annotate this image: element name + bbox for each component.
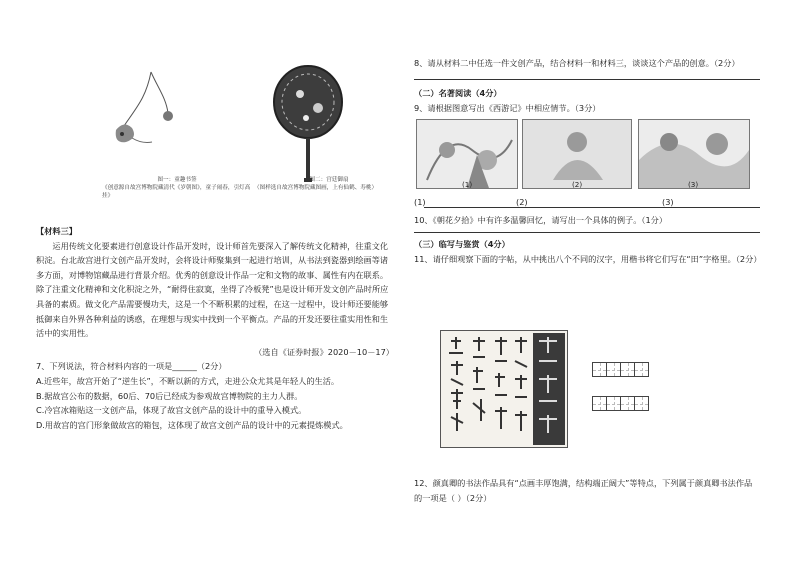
tianzige-cell[interactable]: [592, 362, 607, 377]
q7-option-c: C.冷宫冰箱贴这一文创产品，体现了故宫文创产品的设计中的重导入模式。: [36, 405, 307, 416]
q9-pictures: [414, 115, 760, 195]
q7-option-b: B.据故宫公布的数据，60后、70后已经成为参观故宫博物院的主力人群。: [36, 390, 303, 401]
question-10: 10、《朝花夕拾》中有许多温馨回忆，请写出一个具体的例子。（1分）: [414, 215, 668, 226]
tianzige-cell[interactable]: [634, 396, 649, 411]
q9-blank-3[interactable]: (3): [662, 197, 674, 208]
figure2-caption-title: 图二：宫廷御扇: [309, 177, 349, 183]
section-2-heading: （二）名著阅读（4分）: [414, 87, 502, 98]
material3-label: 【材料三】: [36, 226, 77, 236]
tianzige-row-2: [592, 396, 648, 411]
q10-answer-line[interactable]: [414, 232, 760, 233]
figure1-caption-title: 图一：童趣书签: [157, 177, 197, 183]
question-9: 9、请根据图意写出《西游记》中相应情节。（3分）: [414, 102, 601, 113]
material2-figures: [36, 40, 394, 210]
right-column: [414, 56, 760, 266]
material3-source: （选自《证券时报》2020－10－17）: [254, 346, 394, 357]
figure2-caption: [254, 176, 404, 192]
tianzige-cell[interactable]: [634, 362, 649, 377]
q9-blank-2[interactable]: (2): [516, 197, 528, 208]
tianzige-row-1: [592, 362, 648, 377]
figure1-caption: [102, 176, 252, 200]
picture-1-illustration: [417, 120, 517, 188]
tianzige-cell[interactable]: [606, 362, 621, 377]
tianzige-cell[interactable]: [592, 396, 607, 411]
q9-answer-row: [414, 195, 760, 209]
q8-answer-line[interactable]: [414, 79, 760, 80]
bookmark-figure: [106, 68, 196, 158]
tianzige-cell[interactable]: [606, 396, 621, 411]
picture-2-illustration: [523, 120, 631, 188]
picture-label-3: (3): [688, 180, 699, 190]
material3-text: 运用传统文化要素进行创意设计作品开发时，设计师首先要深入了解传统文化精神，往重文化积淀。台北故宫进行文创产品开发时，会将设计师聚集到一起进行培训，从书法到瓷器到绘画等诸多方面，对博物馆藏品进行背景介绍。优秀的创意设计作品一定和文物的故事、属性有内在联系。除了注重文化精神和文化积淀之外，“耐得住寂寞，坐得了冷板凳”也是设计师开发文创产品时所应具备的素质。做文化产品需要慢功夫，这是一个不断积累的过程，在这一过程中，设计师还要能够抵御来自外界各种利益的诱惑，在理想与现实中找到一个平衡点。产品的开发还要往重实用性和生活中的实用性。: [36, 240, 389, 339]
q7-answer-blank[interactable]: ______（2分）: [172, 361, 227, 372]
q9-blank-1[interactable]: (1): [414, 197, 426, 208]
calligraphy-copybook-image: [440, 330, 568, 448]
picture-3-illustration: [639, 120, 749, 188]
q7-option-a: A.近些年，故宫开始了“逆生长”，不断以新的方式，走进公众尤其是年轻人的生活。: [36, 375, 340, 386]
question-8: 8、请从材料二中任选一件文创产品，结合材料一和材料三，谈谈这个产品的创意。（2分）: [414, 58, 740, 68]
tianzige-cell[interactable]: [620, 362, 635, 377]
figure2-caption-body: （图样选自故宫博物院藏图画，上有仙鹤、寿桃）: [254, 185, 378, 191]
picture-label-2: (2): [572, 180, 583, 190]
picture-label-1: (1): [462, 180, 473, 190]
q7-option-d: D.用故宫的宫门形象做故宫的箱包，这体现了故宫文创产品的设计中的元素提炼模式。: [36, 419, 348, 430]
palace-fan-figure: [268, 60, 348, 188]
question-12: 12、颜真卿的书法作品具有“点画丰厚饱满，结构端正阔大”等特点，下列属于颜真卿书法作品的一项是（ ）（2分）: [414, 478, 753, 503]
q7-stem: 7、下列说法，符合材料内容的一项是: [36, 361, 173, 372]
left-column: [36, 40, 394, 432]
question-11: 11、请仔细观察下面的字帖，从中挑出八个不同的汉字，用楷书将它们写在“田”字格里。（2分）: [414, 253, 762, 264]
section-3-heading: （三）临写与鉴赏（4分）: [414, 238, 510, 249]
question-7: [36, 359, 394, 374]
tianzige-cell[interactable]: [620, 396, 635, 411]
calligraphy-strokes: [441, 331, 567, 447]
figure1-caption-body: 《创意源自故宫博物院藏清代《岁朝图》，童子闹春，引灯高挂》: [102, 185, 251, 199]
